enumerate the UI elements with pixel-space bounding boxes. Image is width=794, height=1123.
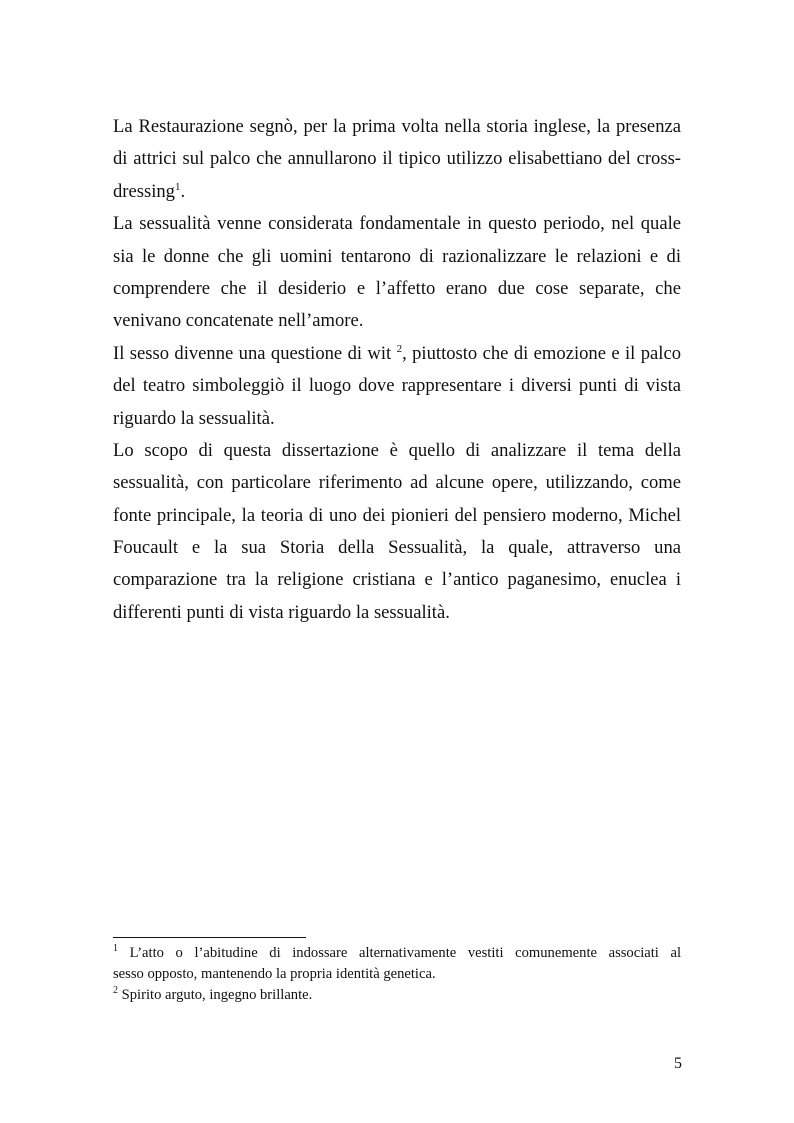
text-line: del teatro simboleggiò il luogo dove rappresentare i diversi punti di vista [113,375,681,397]
text-fragment: dressing [113,180,175,202]
footnote-divider [113,937,306,938]
text-line: riguardo la sessualità. [113,407,275,429]
footnote-line [113,943,681,964]
footnote-line: sesso opposto, mantenendo la propria identità genetica. [113,966,436,982]
paragraph [113,338,681,435]
text-fragment: . [180,180,186,202]
text-line: di attrici sul palco che annullarono il tipico utilizzo elisabettiano del cross- [113,148,681,170]
text-line: Foucault e la sua Storia della Sessualità, la quale, attraverso una [113,537,681,559]
text-fragment: , piuttosto che di emozione e il palco [402,342,682,364]
text-line: comparazione tra la religione cristiana e l’antico paganesimo, enuclea i [113,569,681,591]
paragraph [113,208,681,338]
footnote-line [113,985,681,1006]
text-line: venivano concatenate nell’amore. [113,310,364,332]
text-line: La sessualità venne considerata fondamentale in questo periodo, nel quale [113,213,681,235]
text-line: comprendere che il desiderio e l’affetto erano due cose separate, che [113,277,681,299]
footnote-marker: 2 [113,985,118,996]
paragraph [113,435,681,629]
paragraph [113,111,681,208]
text-line: sessualità, con particolare riferimento ad alcune opere, utilizzando, come [113,472,681,494]
footnote-2 [113,985,681,1006]
text-line: La Restaurazione segnò, per la prima volta nella storia inglese, la presenza [113,116,681,137]
footnote-ref-1[interactable]: 1 [174,180,181,193]
text-line: Lo scopo di questa dissertazione è quello di analizzare il tema della [113,439,681,461]
page-number: 5 [674,1055,682,1072]
footnote-text: Spirito arguto, ingegno brillante. [118,987,313,1003]
footnote-1 [113,943,681,985]
footnotes [113,943,681,1006]
text-line: sia le donne che gli uomini tentarono di razionalizzare le relazioni e di [113,245,681,267]
text-line [113,338,681,370]
text-line: fonte principale, la teoria di uno dei pionieri del pensiero moderno, Michel [113,504,681,526]
text-line [113,176,681,208]
footnote-ref-2[interactable]: 2 [396,342,403,355]
body-text [113,111,681,629]
text-line: differenti punti di vista riguardo la sessualità. [113,601,450,623]
footnote-text: L’atto o l’abitudine di indossare alternativamente vestiti comunemente associati al [118,945,681,961]
text-fragment: Il sesso divenne una questione di wit [113,342,397,364]
footnote-marker: 1 [113,943,118,954]
